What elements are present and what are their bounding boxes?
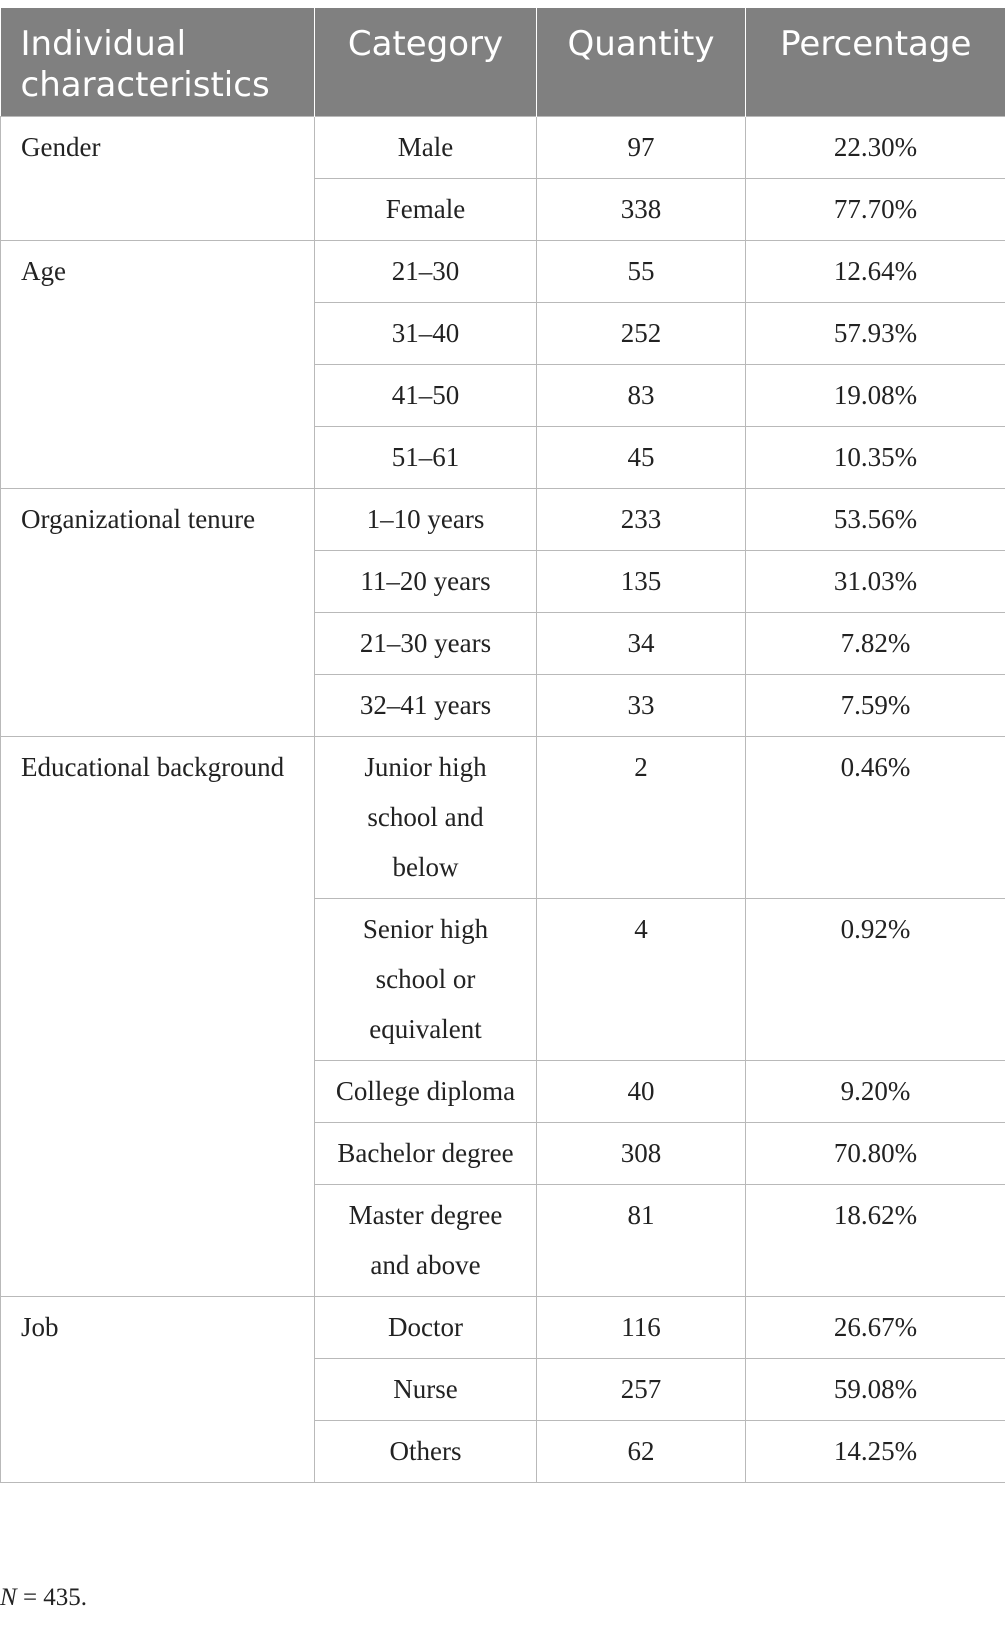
category-cell: Bachelor degree bbox=[315, 1123, 537, 1185]
category-cell: Nurse bbox=[315, 1359, 537, 1421]
table-row bbox=[1, 489, 1005, 551]
quantity-cell: 83 bbox=[537, 365, 746, 427]
header-quantity: Quantity bbox=[537, 8, 746, 117]
table-body bbox=[1, 117, 1005, 1483]
category-cell: Senior high school or equivalent bbox=[315, 899, 537, 1061]
category-cell: Junior high school and below bbox=[315, 737, 537, 899]
table-header bbox=[1, 8, 1005, 117]
characteristics-table bbox=[0, 8, 1005, 1483]
header-individual-characteristics: Individual characteristics bbox=[1, 8, 315, 117]
percentage-cell: 9.20% bbox=[746, 1061, 1005, 1123]
percentage-cell: 0.46% bbox=[746, 737, 1005, 899]
quantity-cell: 308 bbox=[537, 1123, 746, 1185]
category-cell: 41–50 bbox=[315, 365, 537, 427]
quantity-cell: 97 bbox=[537, 117, 746, 179]
quantity-cell: 34 bbox=[537, 613, 746, 675]
table-row bbox=[1, 117, 1005, 179]
quantity-cell: 233 bbox=[537, 489, 746, 551]
percentage-cell: 57.93% bbox=[746, 303, 1005, 365]
quantity-cell: 257 bbox=[537, 1359, 746, 1421]
quantity-cell: 45 bbox=[537, 427, 746, 489]
category-cell: Doctor bbox=[315, 1297, 537, 1359]
header-category: Category bbox=[315, 8, 537, 117]
category-cell: Others bbox=[315, 1421, 537, 1483]
group-label-organizational-tenure: Organizational tenure bbox=[1, 489, 315, 737]
quantity-cell: 62 bbox=[537, 1421, 746, 1483]
category-cell: 31–40 bbox=[315, 303, 537, 365]
category-cell: 11–20 years bbox=[315, 551, 537, 613]
percentage-cell: 18.62% bbox=[746, 1185, 1005, 1297]
footnote-variable: N bbox=[0, 1584, 17, 1611]
group-label-educational-background: Educational background bbox=[1, 737, 315, 1297]
percentage-cell: 31.03% bbox=[746, 551, 1005, 613]
percentage-cell: 22.30% bbox=[746, 117, 1005, 179]
header-row bbox=[1, 8, 1005, 117]
percentage-cell: 19.08% bbox=[746, 365, 1005, 427]
table-row bbox=[1, 737, 1005, 899]
quantity-cell: 135 bbox=[537, 551, 746, 613]
percentage-cell: 7.59% bbox=[746, 675, 1005, 737]
category-cell: 1–10 years bbox=[315, 489, 537, 551]
group-label-age: Age bbox=[1, 241, 315, 489]
quantity-cell: 81 bbox=[537, 1185, 746, 1297]
percentage-cell: 53.56% bbox=[746, 489, 1005, 551]
percentage-cell: 26.67% bbox=[746, 1297, 1005, 1359]
characteristics-table-container bbox=[0, 8, 1005, 1483]
quantity-cell: 252 bbox=[537, 303, 746, 365]
quantity-cell: 4 bbox=[537, 899, 746, 1061]
percentage-cell: 10.35% bbox=[746, 427, 1005, 489]
quantity-cell: 2 bbox=[537, 737, 746, 899]
footnote-text: = 435. bbox=[16, 1584, 88, 1611]
percentage-cell: 7.82% bbox=[746, 613, 1005, 675]
category-cell: 21–30 bbox=[315, 241, 537, 303]
quantity-cell: 338 bbox=[537, 179, 746, 241]
quantity-cell: 116 bbox=[537, 1297, 746, 1359]
header-percentage: Percentage bbox=[746, 8, 1005, 117]
percentage-cell: 14.25% bbox=[746, 1421, 1005, 1483]
category-cell: Male bbox=[315, 117, 537, 179]
group-label-gender: Gender bbox=[1, 117, 315, 241]
table-footnote bbox=[0, 1584, 87, 1612]
group-label-job: Job bbox=[1, 1297, 315, 1483]
category-cell: 51–61 bbox=[315, 427, 537, 489]
quantity-cell: 33 bbox=[537, 675, 746, 737]
percentage-cell: 12.64% bbox=[746, 241, 1005, 303]
percentage-cell: 70.80% bbox=[746, 1123, 1005, 1185]
quantity-cell: 40 bbox=[537, 1061, 746, 1123]
percentage-cell: 0.92% bbox=[746, 899, 1005, 1061]
table-row bbox=[1, 1297, 1005, 1359]
percentage-cell: 77.70% bbox=[746, 179, 1005, 241]
category-cell: 21–30 years bbox=[315, 613, 537, 675]
category-cell: College diploma bbox=[315, 1061, 537, 1123]
category-cell: Master degree and above bbox=[315, 1185, 537, 1297]
quantity-cell: 55 bbox=[537, 241, 746, 303]
table-row bbox=[1, 241, 1005, 303]
percentage-cell: 59.08% bbox=[746, 1359, 1005, 1421]
category-cell: Female bbox=[315, 179, 537, 241]
category-cell: 32–41 years bbox=[315, 675, 537, 737]
